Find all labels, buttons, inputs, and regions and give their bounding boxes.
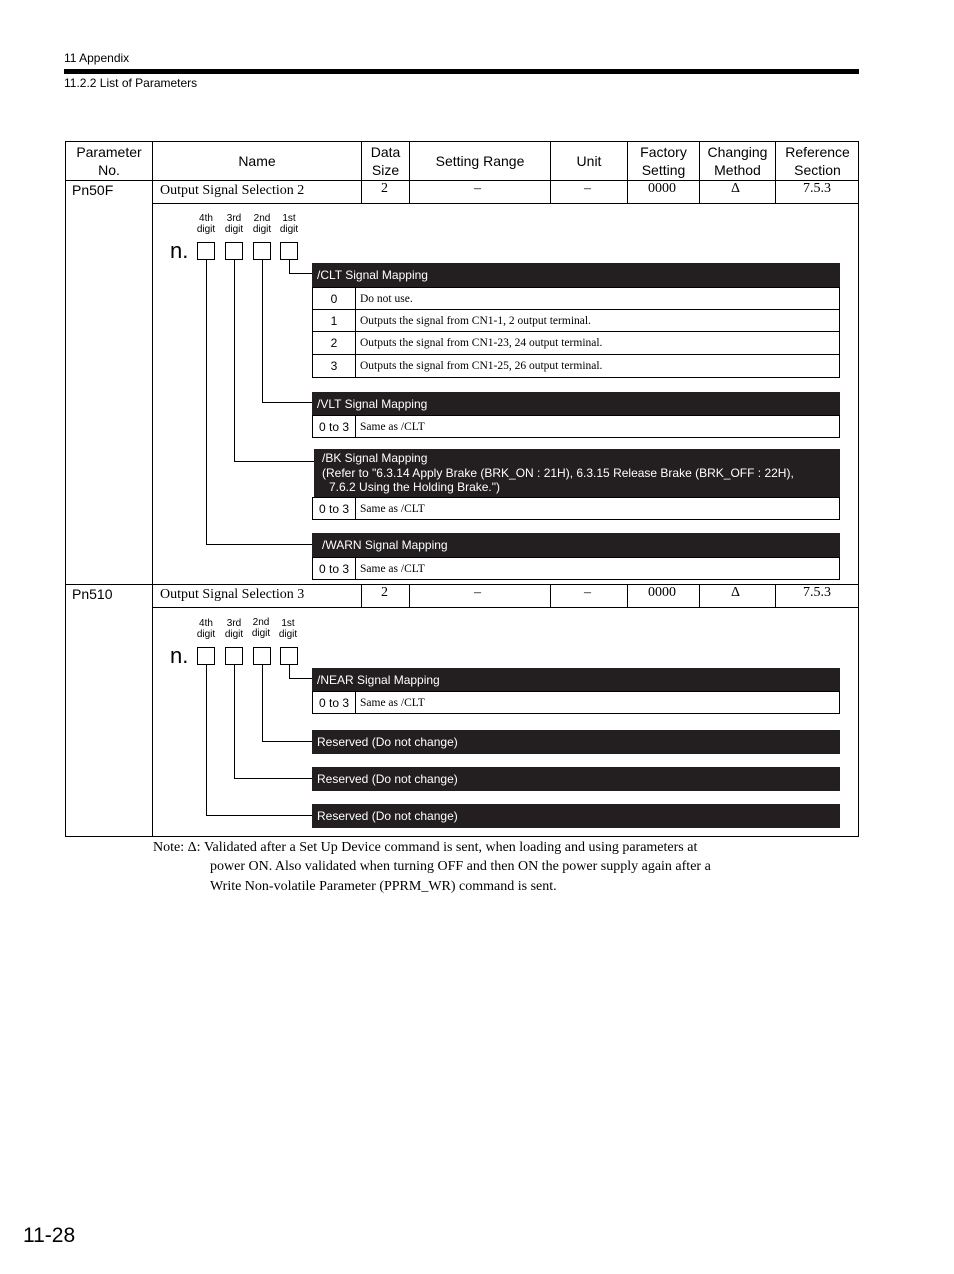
- vlt-signal-mapping-header: /VLT Signal Mapping: [312, 392, 840, 415]
- clt-option-row: [312, 331, 840, 355]
- warn-signal-mapping-header: /WARN Signal Mapping: [312, 533, 840, 557]
- near-option-key: 0 to 3: [313, 692, 356, 713]
- vlt-option-key: 0 to 3: [313, 416, 356, 437]
- row1-setting-range: –: [474, 181, 481, 196]
- digit-label-4th: 4th digit: [196, 618, 216, 640]
- digit-box-3rd: [225, 242, 243, 260]
- vlt-option-text: Same as /CLT: [360, 420, 425, 433]
- header-setting-range: Setting Range: [435, 152, 525, 169]
- clt-option-text: Outputs the signal from CN1-25, 26 output terminal.: [360, 360, 603, 372]
- header-factory-setting: Factory Setting: [640, 143, 687, 178]
- reserved-bar-2nd-digit: Reserved (Do not change): [312, 730, 840, 754]
- bk-signal-mapping-header: [314, 449, 840, 497]
- note-line3: Write Non-volatile Parameter (PPRM_WR) command is sent.: [210, 879, 557, 894]
- digit-label-1st: 1st digit: [279, 213, 299, 235]
- clt-signal-mapping-header: /CLT Signal Mapping: [312, 263, 840, 287]
- clt-option-row: [312, 287, 840, 310]
- row2-name: Output Signal Selection 3: [160, 587, 305, 602]
- row2-factory-setting: 0000: [648, 585, 676, 600]
- section-header: 11.2.2 List of Parameters: [64, 76, 198, 90]
- near-signal-mapping-header: /NEAR Signal Mapping: [312, 668, 840, 691]
- row1-unit: –: [584, 181, 591, 196]
- header-parameter-no: Parameter No.: [76, 143, 142, 178]
- bk-reference-line2: 7.6.2 Using the Holding Brake."): [329, 480, 501, 494]
- near-option-text: Same as /CLT: [360, 696, 425, 709]
- row1-reference-section: 7.5.3: [803, 181, 831, 196]
- reserved-bar-4th-digit: Reserved (Do not change): [312, 804, 840, 828]
- header-changing-method: Changing Method: [707, 143, 768, 178]
- row1-param-no: Pn50F: [72, 182, 114, 198]
- digit-box-4th: [197, 242, 215, 260]
- note-line2: power ON. Also validated when turning OFF and then ON the power supply again after a: [210, 859, 711, 874]
- page-number: 11-28: [23, 1224, 76, 1247]
- clt-option-text: Outputs the signal from CN1-23, 24 output terminal.: [360, 337, 603, 349]
- clt-option-key: 2: [313, 332, 356, 354]
- warn-option-key: 0 to 3: [313, 558, 356, 579]
- clt-option-key: 1: [313, 310, 356, 331]
- vlt-option-row: [312, 415, 840, 438]
- note-line1: Note: Δ: Validated after a Set Up Device command is sent, when loading and using parameters at: [153, 840, 698, 855]
- header-name: Name: [238, 152, 276, 169]
- row1-data-size: 2: [381, 181, 388, 196]
- digit-label-3rd: 3rd digit: [224, 213, 244, 235]
- near-option-row: [312, 691, 840, 714]
- bk-reference-line1: (Refer to "6.3.14 Apply Brake (BRK_ON : 21H), 6.3.15 Release Brake (BRK_OFF : 22H),: [322, 465, 794, 480]
- clt-option-key: 3: [313, 355, 356, 377]
- digit-box-3rd: [225, 647, 243, 665]
- bk-title: /BK Signal Mapping: [322, 451, 428, 465]
- digit-label-4th: 4th digit: [196, 213, 216, 235]
- bk-option-text: Same as /CLT: [360, 502, 425, 515]
- row2-unit: –: [584, 585, 591, 600]
- digit-box-2nd: [253, 242, 271, 260]
- clt-option-key: 0: [313, 288, 356, 309]
- digit-box-1st: [280, 242, 298, 260]
- bk-option-key: 0 to 3: [313, 498, 356, 519]
- warn-option-text: Same as /CLT: [360, 562, 425, 575]
- digit-label-2nd: 2nd digit: [251, 617, 271, 639]
- row1-changing-method: Δ: [731, 181, 741, 196]
- digit-box-1st: [280, 647, 298, 665]
- reserved-bar-3rd-digit: Reserved (Do not change): [312, 767, 840, 791]
- row2-data-size: 2: [381, 585, 388, 600]
- clt-option-text: Outputs the signal from CN1-1, 2 output terminal.: [360, 314, 591, 327]
- header-reference-section: Reference Section: [785, 143, 850, 178]
- clt-option-row: [312, 309, 840, 332]
- warn-option-row: [312, 557, 840, 580]
- row2-setting-range: –: [474, 585, 481, 600]
- header-data-size: Data Size: [370, 143, 401, 178]
- digit-label-2nd: 2nd digit: [252, 213, 272, 235]
- header-unit: Unit: [576, 152, 602, 169]
- clt-option-row: [312, 354, 840, 378]
- digit-label-1st: 1st digit: [278, 618, 298, 640]
- row2-changing-method: Δ: [731, 585, 741, 600]
- bk-option-row: [312, 497, 840, 520]
- clt-option-text: Do not use.: [360, 292, 413, 305]
- digit-box-4th: [197, 647, 215, 665]
- row1-factory-setting: 0000: [648, 181, 676, 196]
- row1-name: Output Signal Selection 2: [160, 183, 305, 198]
- chapter-header: 11 Appendix: [64, 51, 130, 65]
- n-prefix: n.: [170, 643, 189, 668]
- row2-param-no: Pn510: [72, 586, 113, 602]
- row2-reference-section: 7.5.3: [803, 585, 831, 600]
- digit-label-3rd: 3rd digit: [224, 618, 244, 640]
- n-prefix: n.: [170, 238, 189, 263]
- digit-box-2nd: [253, 647, 271, 665]
